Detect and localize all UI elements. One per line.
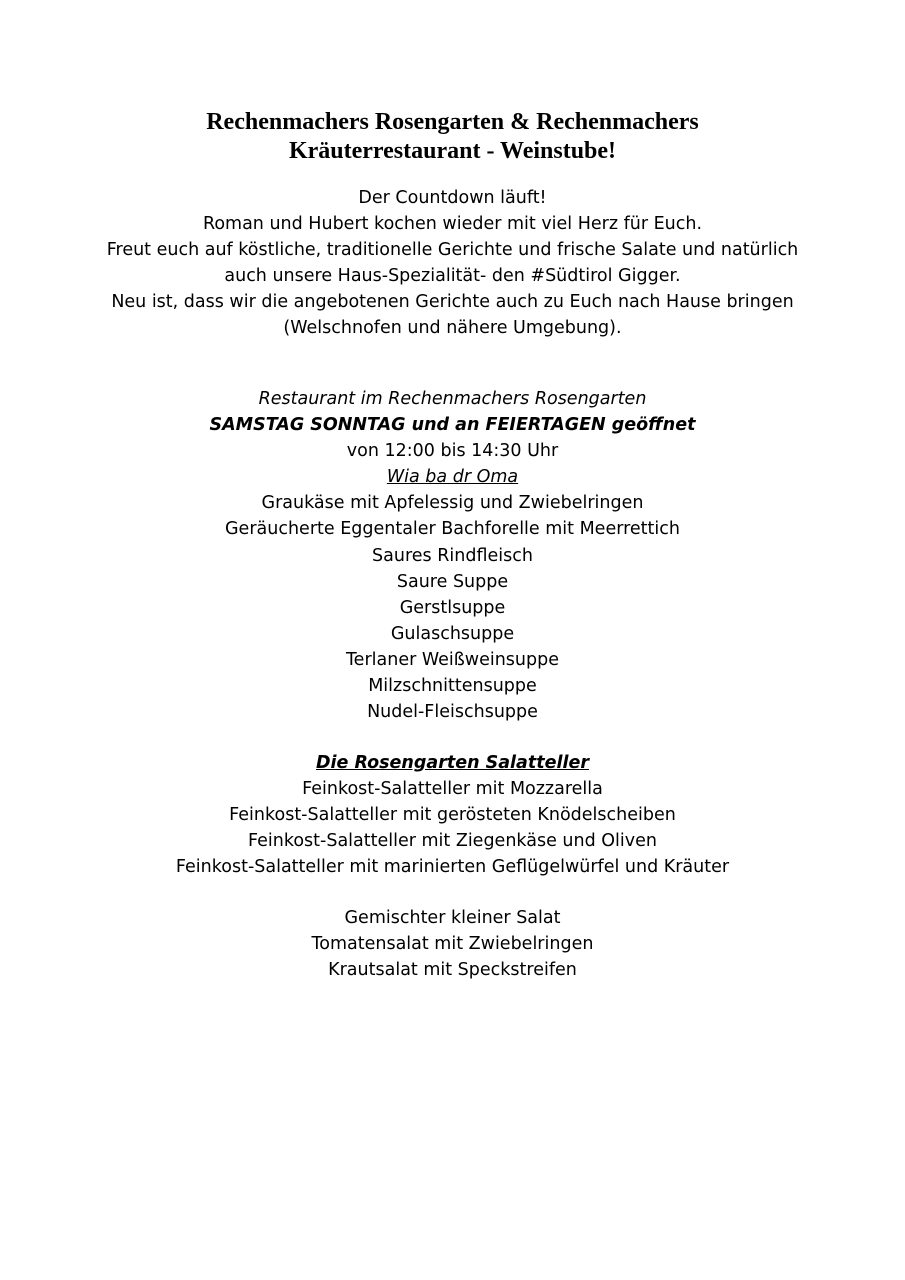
opening-hours: von 12:00 bis 14:30 Uhr: [346, 441, 559, 462]
dish-item: Terlaner Weißweinsuppe: [345, 649, 560, 670]
dish-item: Gulaschsuppe: [390, 623, 515, 644]
opening-days: SAMSTAG SONNTAG und an FEIERTAGEN geöffnet: [209, 415, 696, 436]
dish-item: Geräucherte Eggentaler Bachforelle mit Meerrettich: [225, 519, 680, 540]
dish-item: Saure Suppe: [396, 571, 509, 592]
side-salad-item: Krautsalat mit Speckstreifen: [328, 960, 577, 981]
side-salad-item: Gemischter kleiner Salat: [344, 908, 561, 928]
side-salads-section: [0, 905, 905, 983]
dish-item: Nudel-Fleischsuppe: [367, 702, 538, 723]
restaurant-section: [0, 386, 905, 725]
intro-text: [0, 185, 905, 342]
intro-line: (Welschnofen und nähere Umgebung).: [283, 318, 622, 339]
dish-item: Graukäse mit Apfelessig und Zwiebelringen: [261, 493, 644, 514]
side-salad-item: Tomatensalat mit Zwiebelringen: [311, 934, 594, 955]
restaurant-name: Restaurant im Rechenmachers Rosengarten: [258, 389, 647, 409]
intro-line: Neu ist, dass wir die angebotenen Gerichte auch zu Euch nach Hause bringen: [111, 292, 794, 313]
title-line-2: Kräuterrestaurant - Weinstube!: [288, 138, 617, 164]
dish-item: Saures Rindfleisch: [372, 545, 533, 566]
salads-section: [0, 750, 905, 880]
title-line-1: Rechenmachers Rosengarten & Rechenmachers: [206, 109, 699, 135]
salad-item: Feinkost-Salatteller mit marinierten Geflügelwürfel und Kräuter: [175, 857, 730, 878]
dish-item: Milzschnittensuppe: [368, 676, 537, 697]
salads-heading: Die Rosengarten Salatteller: [316, 753, 589, 773]
salad-item: Feinkost-Salatteller mit gerösteten Knödelscheiben: [229, 805, 676, 826]
salad-item: Feinkost-Salatteller mit Mozzarella: [302, 779, 603, 800]
intro-line: Roman und Hubert kochen wieder mit viel Herz für Euch.: [202, 214, 703, 235]
intro-line: Der Countdown läuft!: [358, 188, 547, 208]
intro-line: auch unsere Haus-Spezialität- den #Südtirol Gigger.: [224, 266, 681, 287]
intro-line: Freut euch auf köstliche, traditionelle Gerichte und frische Salate und natürlich: [106, 240, 799, 261]
dish-item: Gerstlsuppe: [399, 597, 506, 618]
salad-item: Feinkost-Salatteller mit Ziegenkäse und Oliven: [248, 831, 657, 852]
menu-heading: Wia ba dr Oma: [386, 467, 519, 488]
page-title: [0, 108, 905, 166]
